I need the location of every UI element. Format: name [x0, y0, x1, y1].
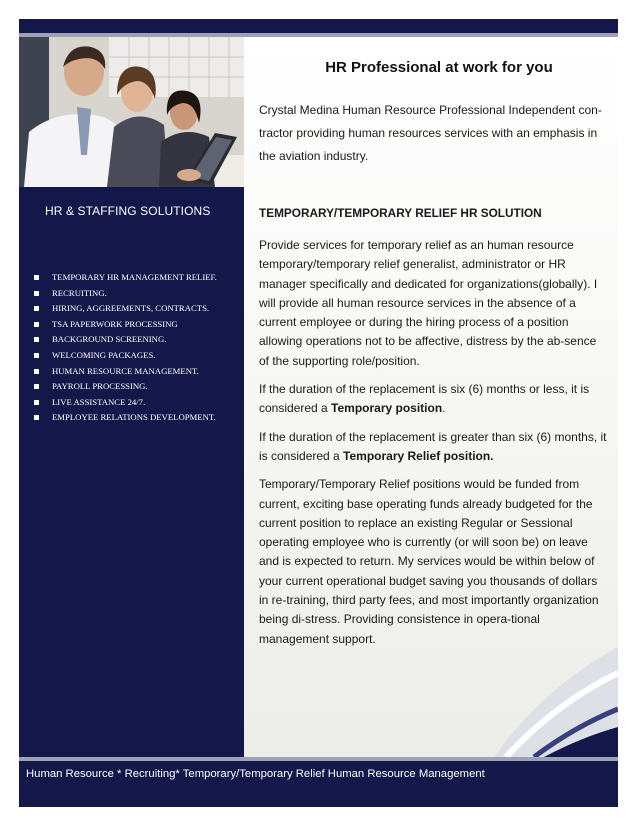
square-bullet-icon: [34, 275, 39, 280]
office-team-photo: [19, 37, 244, 187]
square-bullet-icon: [34, 400, 39, 405]
square-bullet-icon: [34, 337, 39, 342]
paragraph-services: Provide services for temporary relief as an human resource temporary/temporary relief generalist, administrator or HR manager specifically and dedicated for organizations(globally). I will provide all human resource services in the absence of a current employee or during the hiring process of a position allowing operations not to be affective, distress by the ab-sence of the supporting role/position.: [259, 238, 598, 368]
intro-paragraph: Crystal Medina Human Resource Professional Independent con-tractor providing human resources services with an emphasis in the aviation industry.: [259, 103, 602, 163]
temporary-position-term: Temporary position: [331, 401, 443, 416]
sidebar: [19, 187, 244, 757]
sidebar-title: HR & STAFFING SOLUTIONS: [45, 204, 211, 218]
square-bullet-icon: [34, 353, 39, 358]
service-label: TEMPORARY HR MANAGEMENT RELIEF.: [52, 272, 217, 282]
footer-text: Human Resource * Recruiting* Temporary/Temporary Relief Human Resource Management: [26, 768, 485, 780]
service-label: PAYROLL PROCESSING.: [52, 381, 148, 392]
paragraph-text: If the duration of the replacement is greater than six (6) months, it is considered a: [259, 429, 607, 463]
square-bullet-icon: [34, 306, 39, 311]
paragraph-funding: Temporary/Temporary Relief positions would be funded from current, exciting base operating funds already budgeted for the current position to replace an existing Regular or Sessional operating employee who is currently (or will soon be) on leave and is expected to return. My services would be within below of your current operational budget saving you thousands of dollars in re-training, third party fees, and most importantly organization being di-stress. Providing consistence in opera-tional management support.: [259, 477, 599, 646]
square-bullet-icon: [34, 384, 39, 389]
main-panel: [244, 37, 618, 757]
service-label: HUMAN RESOURCE MANAGEMENT.: [52, 365, 199, 376]
paragraph-text: If the duration of the replacement is six (6) months or less, it is considered a: [259, 382, 590, 416]
paragraph-temporary: [259, 380, 609, 419]
list-item: [34, 332, 217, 348]
paragraph-temporary-relief: [259, 428, 609, 467]
list-item: [34, 410, 217, 426]
list-item: [34, 348, 217, 364]
square-bullet-icon: [34, 291, 39, 296]
footer: [19, 761, 618, 788]
list-item: [34, 301, 217, 317]
list-item: [34, 379, 217, 395]
section-body: [259, 236, 609, 658]
list-item: [34, 395, 217, 411]
service-label: WELCOMING PACKAGES.: [52, 349, 156, 360]
square-bullet-icon: [34, 415, 39, 420]
page-title: HR Professional at work for you: [325, 59, 553, 76]
temporary-relief-position-term: Temporary Relief position.: [343, 448, 494, 463]
service-label: LIVE ASSISTANCE 24/7.: [52, 396, 146, 407]
services-list: [34, 270, 217, 426]
service-label: RECRUITING.: [52, 287, 107, 298]
service-label: EMPLOYEE RELATIONS DEVELOPMENT.: [52, 412, 216, 423]
square-bullet-icon: [34, 369, 39, 374]
service-label: HIRING, AGGREEMENTS, CONTRACTS.: [52, 303, 210, 314]
square-bullet-icon: [34, 322, 39, 327]
list-item: [34, 270, 217, 286]
service-label: TSA PAPERWORK PROCESSING: [52, 318, 178, 329]
service-label: BACKGROUND SCREENING.: [52, 334, 167, 345]
list-item: [34, 286, 217, 302]
paragraph-text-end: .: [442, 401, 446, 416]
list-item: [34, 317, 217, 333]
section-heading: TEMPORARY/TEMPORARY RELIEF HR SOLUTION: [259, 206, 542, 220]
list-item: [34, 364, 217, 380]
